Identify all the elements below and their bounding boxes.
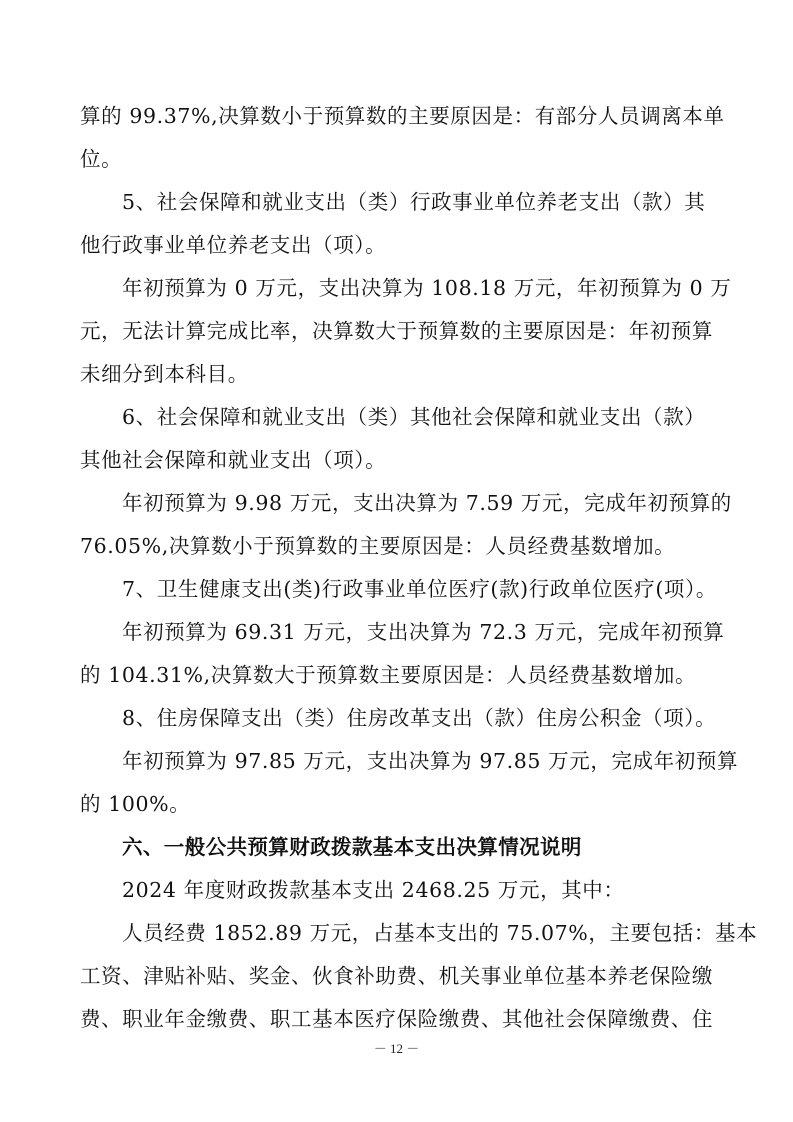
section-item-heading: 8、住房保障支出（类）住房改革支出（款）住房公积金（项）。	[122, 706, 717, 730]
paragraph-line: 2024 年度财政拨款基本支出 2468.25 万元，其中：	[122, 878, 625, 902]
section-item-heading: 7、卫生健康支出(类)行政事业单位医疗(款)行政单位医疗(项）。	[122, 577, 717, 601]
paragraph-line: 人员经费 1852.89 万元，占基本支出的 75.07%，主要包括：基本	[122, 921, 758, 945]
section-item-heading: 5、社会保障和就业支出（类）行政事业单位养老支出（款）其	[122, 190, 706, 214]
paragraph-line: 的 100%。	[80, 792, 191, 816]
paragraph-line: 的 104.31%,决算数大于预算数主要原因是：人员经费基数增加。	[80, 663, 697, 687]
paragraph-line: 位。	[80, 147, 123, 171]
paragraph-line: 元，无法计算完成比率，决算数大于预算数的主要原因是：年初预算	[80, 319, 713, 343]
paragraph-line: 算的 99.37%,决算数小于预算数的主要原因是：有部分人员调离本单	[80, 104, 725, 128]
paragraph-line: 年初预算为 69.31 万元，支出决算为 72.3 万元，完成年初预算	[122, 620, 725, 644]
paragraph-line: 其他社会保障和就业支出（项）。	[80, 448, 387, 472]
section-heading: 六、一般公共预算财政拨款基本支出决算情况说明	[122, 835, 582, 859]
paragraph-line: 年初预算为 97.85 万元，支出决算为 97.85 万元，完成年初预算	[122, 749, 739, 773]
section-item-heading: 6、社会保障和就业支出（类）其他社会保障和就业支出（款）	[122, 405, 706, 429]
paragraph-line: 工资、津贴补贴、奖金、伙食补助费、机关事业单位基本养老保险缴	[80, 964, 713, 988]
paragraph-line: 未细分到本科目。	[80, 362, 249, 386]
paragraph-line: 76.05%,决算数小于预算数的主要原因是：人员经费基数增加。	[80, 534, 676, 558]
paragraph-line: 年初预算为 9.98 万元，支出决算为 7.59 万元，完成年初预算的	[122, 491, 732, 515]
paragraph-line: 年初预算为 0 万元，支出决算为 108.18 万元，年初预算为 0 万	[122, 276, 732, 300]
paragraph-line: 费、职业年金缴费、职工基本医疗保险缴费、其他社会保障缴费、住	[80, 1007, 713, 1031]
paragraph-line: 他行政事业单位养老支出（项）。	[80, 233, 387, 257]
page-number: － 12 －	[373, 1041, 420, 1056]
